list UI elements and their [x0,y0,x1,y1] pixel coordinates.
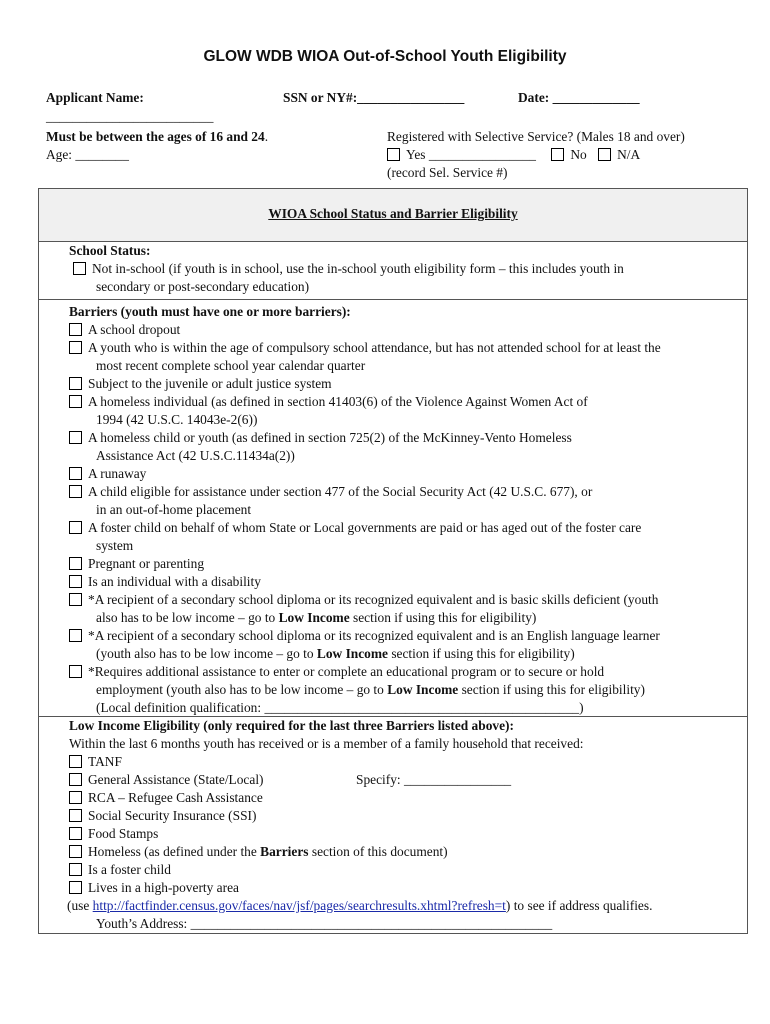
barrier-checkbox[interactable] [69,593,82,606]
income-item: Lives in a high-poverty area [69,879,239,897]
income-checkbox[interactable] [69,809,82,822]
barrier-item: *A recipient of a secondary school diploma or its recognized equivalent and is basic skills deficient (youth [69,591,658,609]
selective-service-question: Registered with Selective Service? (Males 18 and over) [387,129,685,144]
barrier-item-cont: also has to be low income – go to Low Income section if using this for eligibility) [96,610,537,625]
barrier-item: A homeless individual (as defined in section 41403(6) of the Violence Against Women Act of [69,393,588,411]
census-link[interactable]: http://factfinder.census.gov/faces/nav/jsf/pages/searchresults.xhtml?refresh=t [92,898,506,913]
section-title: WIOA School Status and Barrier Eligibility [268,206,518,221]
census-link-line: (use http://factfinder.census.gov/faces/nav/jsf/pages/searchresults.xhtml?refresh=t) to see if address qualifies. [67,898,653,913]
income-item: Is a foster child [69,861,171,879]
not-in-school-checkbox[interactable] [73,262,86,275]
barrier-item: Subject to the juvenile or adult justice system [69,375,332,393]
barrier-item-cont: in an out-of-home placement [96,502,252,517]
barrier-checkbox[interactable] [69,557,82,570]
date-field[interactable]: Date: _____________ [518,90,640,105]
income-checkbox[interactable] [69,791,82,804]
barrier-item: A school dropout [69,321,180,339]
income-checkbox[interactable] [69,773,82,786]
barriers-label: Barriers (youth must have one or more barriers): [69,304,351,319]
eligibility-box [38,188,748,934]
barrier-item: Pregnant or parenting [69,555,204,573]
barrier-item: *A recipient of a secondary school diploma or its recognized equivalent and is an English language learner [69,627,660,645]
income-item: Social Security Insurance (SSI) [69,807,256,825]
barrier-checkbox[interactable] [69,521,82,534]
barrier-item-cont: 1994 (42 U.S.C. 14043e-2(6)) [96,412,258,427]
selective-no-label: No [570,147,587,162]
barrier-item-cont: (youth also has to be low income – go to Low Income section if using this for eligibility) [96,646,575,661]
income-checkbox[interactable] [69,845,82,858]
barrier-item-cont: system [96,538,134,553]
barrier-item-cont: most recent complete school year calendar quarter [96,358,366,373]
selective-yes-label: Yes ________________ [406,147,536,162]
school-status-option-cont: secondary or post-secondary education) [96,279,310,294]
divider [39,299,747,300]
school-status-label: School Status: [69,243,151,258]
page-title: GLOW WDB WIOA Out-of-School Youth Eligibility [203,48,567,65]
school-status-option: Not in-school (if youth is in school, use the in-school youth eligibility form – this includes youth in [73,260,624,278]
low-income-label: Low Income Eligibility (only required for the last three Barriers listed above): [69,718,514,733]
age-rule: Must be between the ages of 16 and 24. [46,129,269,144]
barrier-checkbox[interactable] [69,485,82,498]
selective-na-label: N/A [617,147,641,162]
selective-yes-checkbox[interactable] [387,148,400,161]
low-income-intro: Within the last 6 months youth has received or is a member of a family household that received: [69,736,584,751]
income-checkbox[interactable] [69,863,82,876]
selective-no-checkbox[interactable] [551,148,564,161]
age-field[interactable]: Age: ________ [46,147,129,162]
selective-service-note: (record Sel. Service #) [387,165,508,180]
ssn-field[interactable]: SSN or NY#:________________ [283,90,465,105]
barrier-checkbox[interactable] [69,323,82,336]
barrier-checkbox[interactable] [69,575,82,588]
income-item: General Assistance (State/Local) [69,771,264,789]
income-checkbox[interactable] [69,755,82,768]
barrier-item: A youth who is within the age of compulsory school attendance, but has not attended school for at least the [69,339,661,357]
barrier-item: A runaway [69,465,146,483]
barrier-checkbox[interactable] [69,665,82,678]
barrier-item: Is an individual with a disability [69,573,261,591]
applicant-name-label: Applicant Name: [46,90,144,105]
local-definition-field[interactable]: (Local definition qualification: _______________________________________________) [96,700,584,715]
barrier-item: A child eligible for assistance under section 477 of the Social Security Act (42 U.S.C. 677), or [69,483,592,501]
income-item: Food Stamps [69,825,158,843]
barrier-checkbox[interactable] [69,629,82,642]
selective-service-options [387,146,640,164]
barrier-item-cont: Assistance Act (42 U.S.C.11434a(2)) [96,448,295,463]
applicant-name-field[interactable]: _________________________ [46,109,214,124]
barrier-item: A homeless child or youth (as defined in section 725(2) of the McKinney-Vento Homeless [69,429,572,447]
selective-na-checkbox[interactable] [598,148,611,161]
youth-address-field[interactable]: Youth’s Address: ______________________________________________________ [96,916,553,931]
barrier-checkbox[interactable] [69,341,82,354]
income-checkbox[interactable] [69,881,82,894]
income-item: RCA – Refugee Cash Assistance [69,789,263,807]
income-checkbox[interactable] [69,827,82,840]
section-header [39,189,747,242]
barrier-checkbox[interactable] [69,377,82,390]
income-item: TANF [69,753,122,771]
barrier-checkbox[interactable] [69,431,82,444]
barrier-item-cont: employment (youth also has to be low income – go to Low Income section if using this for eligibility) [96,682,645,697]
barrier-item: *Requires additional assistance to enter or complete an educational program or to secure or hold [69,663,604,681]
barrier-checkbox[interactable] [69,395,82,408]
barrier-checkbox[interactable] [69,467,82,480]
specify-field[interactable]: Specify: ________________ [356,772,512,787]
income-item: Homeless (as defined under the Barriers section of this document) [69,843,448,861]
barrier-item: A foster child on behalf of whom State or Local governments are paid or has aged out of the foster care [69,519,641,537]
